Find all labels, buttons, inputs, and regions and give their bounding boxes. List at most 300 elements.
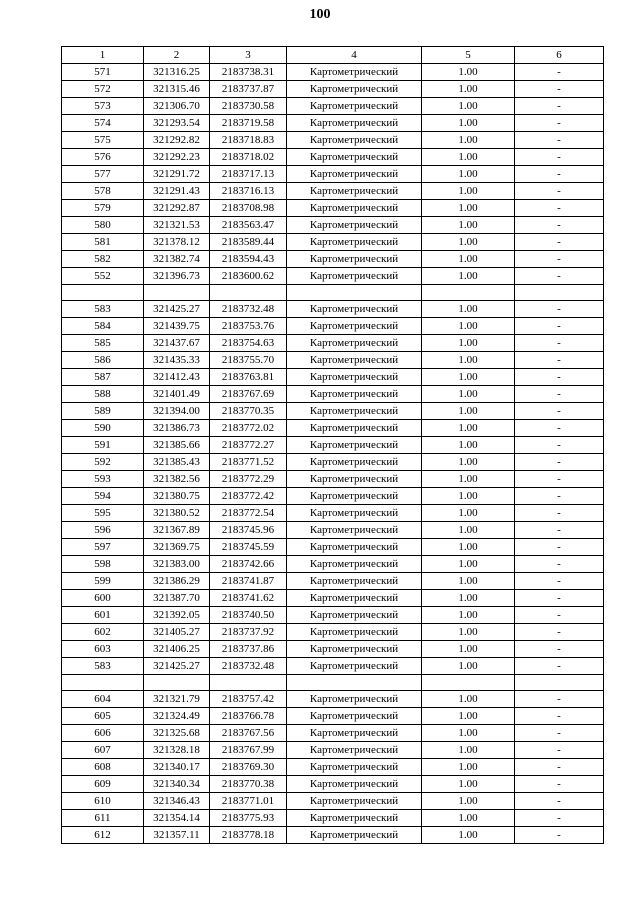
table-cell: 1.00 bbox=[422, 369, 515, 386]
table-cell: 571 bbox=[62, 64, 144, 81]
table-cell: 321439.75 bbox=[144, 318, 210, 335]
table-row bbox=[62, 793, 604, 810]
table-cell: 575 bbox=[62, 132, 144, 149]
table-cell: 2183738.31 bbox=[210, 64, 287, 81]
table-cell: 578 bbox=[62, 183, 144, 200]
table-cell: Картометрический bbox=[287, 403, 422, 420]
table-cell: 321292.87 bbox=[144, 200, 210, 217]
table-body bbox=[62, 64, 604, 844]
table-row bbox=[62, 522, 604, 539]
table-cell: Картометрический bbox=[287, 573, 422, 590]
empty-cell bbox=[62, 675, 144, 691]
table-cell: Картометрический bbox=[287, 742, 422, 759]
table-cell: 1.00 bbox=[422, 403, 515, 420]
table-cell: Картометрический bbox=[287, 454, 422, 471]
table-cell: Картометрический bbox=[287, 81, 422, 98]
table-cell: 574 bbox=[62, 115, 144, 132]
table-cell: 2183732.48 bbox=[210, 658, 287, 675]
table-row bbox=[62, 810, 604, 827]
table-cell: 321387.70 bbox=[144, 590, 210, 607]
table-cell: - bbox=[515, 335, 604, 352]
table-cell: 321412.43 bbox=[144, 369, 210, 386]
table-cell: 2183770.38 bbox=[210, 776, 287, 793]
table-cell: 1.00 bbox=[422, 335, 515, 352]
table-cell: 1.00 bbox=[422, 607, 515, 624]
table-cell: 1.00 bbox=[422, 166, 515, 183]
table-cell: - bbox=[515, 522, 604, 539]
table-cell: 321369.75 bbox=[144, 539, 210, 556]
table-cell: 321293.54 bbox=[144, 115, 210, 132]
table-row bbox=[62, 217, 604, 234]
table-row bbox=[62, 335, 604, 352]
table-cell: 612 bbox=[62, 827, 144, 844]
empty-cell bbox=[422, 675, 515, 691]
table-cell: Картометрический bbox=[287, 624, 422, 641]
table-row bbox=[62, 590, 604, 607]
table-row bbox=[62, 827, 604, 844]
table-cell: Картометрический bbox=[287, 217, 422, 234]
table-cell: Картометрический bbox=[287, 251, 422, 268]
table-row bbox=[62, 386, 604, 403]
table-cell: Картометрический bbox=[287, 827, 422, 844]
table-cell: 597 bbox=[62, 539, 144, 556]
table-row bbox=[62, 81, 604, 98]
table-cell: - bbox=[515, 352, 604, 369]
empty-cell bbox=[287, 285, 422, 301]
table-row bbox=[62, 488, 604, 505]
column-header: 5 bbox=[422, 47, 515, 64]
table-cell: Картометрический bbox=[287, 149, 422, 166]
table-cell: 593 bbox=[62, 471, 144, 488]
table-cell: Картометрический bbox=[287, 539, 422, 556]
table-row bbox=[62, 776, 604, 793]
table-cell: - bbox=[515, 573, 604, 590]
separator-row bbox=[62, 285, 604, 301]
table-cell: 321425.27 bbox=[144, 301, 210, 318]
table-cell: - bbox=[515, 539, 604, 556]
table-cell: 2183741.62 bbox=[210, 590, 287, 607]
table-cell: 1.00 bbox=[422, 437, 515, 454]
table-cell: - bbox=[515, 149, 604, 166]
table-cell: 2183737.92 bbox=[210, 624, 287, 641]
table-cell: 2183772.02 bbox=[210, 420, 287, 437]
table-cell: 1.00 bbox=[422, 810, 515, 827]
table-cell: 1.00 bbox=[422, 505, 515, 522]
table-cell: - bbox=[515, 234, 604, 251]
table-cell: - bbox=[515, 471, 604, 488]
empty-cell bbox=[144, 675, 210, 691]
table-cell: 1.00 bbox=[422, 471, 515, 488]
table-cell: 2183741.87 bbox=[210, 573, 287, 590]
table-row bbox=[62, 115, 604, 132]
table-cell: 2183772.29 bbox=[210, 471, 287, 488]
table-cell: 1.00 bbox=[422, 420, 515, 437]
table-cell: 321315.46 bbox=[144, 81, 210, 98]
table-cell: Картометрический bbox=[287, 759, 422, 776]
table-cell: 581 bbox=[62, 234, 144, 251]
table-cell: 321425.27 bbox=[144, 658, 210, 675]
table-cell: 598 bbox=[62, 556, 144, 573]
table-cell: Картометрический bbox=[287, 793, 422, 810]
table-cell: 2183708.98 bbox=[210, 200, 287, 217]
table-cell: 321401.49 bbox=[144, 386, 210, 403]
table-cell: 594 bbox=[62, 488, 144, 505]
table-row bbox=[62, 251, 604, 268]
table-cell: 584 bbox=[62, 318, 144, 335]
table-row bbox=[62, 369, 604, 386]
table-cell: 1.00 bbox=[422, 352, 515, 369]
table-cell: 1.00 bbox=[422, 217, 515, 234]
table-cell: 2183778.18 bbox=[210, 827, 287, 844]
table-cell: - bbox=[515, 827, 604, 844]
column-header: 3 bbox=[210, 47, 287, 64]
page-number: 100 bbox=[309, 7, 331, 22]
table-cell: Картометрический bbox=[287, 691, 422, 708]
table-cell: 577 bbox=[62, 166, 144, 183]
table-cell: 321340.17 bbox=[144, 759, 210, 776]
table-cell: - bbox=[515, 420, 604, 437]
table-cell: 321383.00 bbox=[144, 556, 210, 573]
table-cell: 1.00 bbox=[422, 454, 515, 471]
table-cell: Картометрический bbox=[287, 115, 422, 132]
table-cell: - bbox=[515, 183, 604, 200]
table-cell: 1.00 bbox=[422, 522, 515, 539]
table-cell: 595 bbox=[62, 505, 144, 522]
table-row bbox=[62, 132, 604, 149]
table-row bbox=[62, 318, 604, 335]
table-cell: - bbox=[515, 793, 604, 810]
table-cell: Картометрический bbox=[287, 183, 422, 200]
table-row bbox=[62, 505, 604, 522]
empty-cell bbox=[515, 675, 604, 691]
table-cell: 2183740.50 bbox=[210, 607, 287, 624]
table-row bbox=[62, 403, 604, 420]
table-cell: 321385.66 bbox=[144, 437, 210, 454]
table-cell: 2183772.54 bbox=[210, 505, 287, 522]
table-cell: 552 bbox=[62, 268, 144, 285]
table-cell: 583 bbox=[62, 658, 144, 675]
table-cell: 2183754.63 bbox=[210, 335, 287, 352]
table-cell: 2183737.87 bbox=[210, 81, 287, 98]
table-cell: - bbox=[515, 454, 604, 471]
table-cell: Картометрический bbox=[287, 810, 422, 827]
table-cell: 321321.53 bbox=[144, 217, 210, 234]
table-cell: 596 bbox=[62, 522, 144, 539]
table-row bbox=[62, 454, 604, 471]
table-cell: 321392.05 bbox=[144, 607, 210, 624]
table-row bbox=[62, 234, 604, 251]
table-cell: 1.00 bbox=[422, 488, 515, 505]
table-cell: 1.00 bbox=[422, 624, 515, 641]
empty-cell bbox=[210, 285, 287, 301]
table-row bbox=[62, 641, 604, 658]
table-cell: Картометрический bbox=[287, 658, 422, 675]
column-header: 2 bbox=[144, 47, 210, 64]
table-cell: Картометрический bbox=[287, 335, 422, 352]
table-row bbox=[62, 708, 604, 725]
table-cell: Картометрический bbox=[287, 369, 422, 386]
table-cell: 588 bbox=[62, 386, 144, 403]
table-cell: Картометрический bbox=[287, 437, 422, 454]
table-cell: Картометрический bbox=[287, 234, 422, 251]
table-cell: Картометрический bbox=[287, 64, 422, 81]
table-cell: Картометрический bbox=[287, 301, 422, 318]
empty-cell bbox=[422, 285, 515, 301]
empty-cell bbox=[210, 675, 287, 691]
table-cell: 600 bbox=[62, 590, 144, 607]
table-cell: Картометрический bbox=[287, 318, 422, 335]
table-cell: 2183719.58 bbox=[210, 115, 287, 132]
table-row bbox=[62, 352, 604, 369]
table-cell: 582 bbox=[62, 251, 144, 268]
table-cell: - bbox=[515, 607, 604, 624]
table-cell: - bbox=[515, 268, 604, 285]
table-cell: 1.00 bbox=[422, 183, 515, 200]
table-cell: Картометрический bbox=[287, 200, 422, 217]
table-cell: 2183718.83 bbox=[210, 132, 287, 149]
table-cell: 605 bbox=[62, 708, 144, 725]
table-cell: 576 bbox=[62, 149, 144, 166]
table-row bbox=[62, 166, 604, 183]
table-cell: 573 bbox=[62, 98, 144, 115]
table-cell: 321316.25 bbox=[144, 64, 210, 81]
table-cell: 1.00 bbox=[422, 793, 515, 810]
table-cell: - bbox=[515, 81, 604, 98]
table-cell: 321386.73 bbox=[144, 420, 210, 437]
table-cell: 321321.79 bbox=[144, 691, 210, 708]
table-row bbox=[62, 725, 604, 742]
table-cell: 2183589.44 bbox=[210, 234, 287, 251]
table-header-row bbox=[62, 47, 604, 64]
table-cell: 602 bbox=[62, 624, 144, 641]
table-cell: 321380.52 bbox=[144, 505, 210, 522]
table-cell: 321324.49 bbox=[144, 708, 210, 725]
table-cell: 1.00 bbox=[422, 318, 515, 335]
table-row bbox=[62, 437, 604, 454]
table-cell: 1.00 bbox=[422, 641, 515, 658]
table-cell: - bbox=[515, 217, 604, 234]
table-cell: 2183772.27 bbox=[210, 437, 287, 454]
table-cell: 321405.27 bbox=[144, 624, 210, 641]
table-cell: 321396.73 bbox=[144, 268, 210, 285]
table-row bbox=[62, 64, 604, 81]
table-cell: 611 bbox=[62, 810, 144, 827]
table-cell: Картометрический bbox=[287, 166, 422, 183]
table-cell: 2183745.59 bbox=[210, 539, 287, 556]
table-cell: 321380.75 bbox=[144, 488, 210, 505]
table-cell: 586 bbox=[62, 352, 144, 369]
table-cell: 603 bbox=[62, 641, 144, 658]
table-cell: 321357.11 bbox=[144, 827, 210, 844]
table-cell: Картометрический bbox=[287, 132, 422, 149]
table-row bbox=[62, 658, 604, 675]
table-cell: 2183594.43 bbox=[210, 251, 287, 268]
table-row bbox=[62, 149, 604, 166]
table-cell: 2183770.35 bbox=[210, 403, 287, 420]
table-cell: 1.00 bbox=[422, 251, 515, 268]
table-cell: 1.00 bbox=[422, 268, 515, 285]
table-cell: 590 bbox=[62, 420, 144, 437]
table-cell: Картометрический bbox=[287, 268, 422, 285]
table-row bbox=[62, 556, 604, 573]
table-cell: 321346.43 bbox=[144, 793, 210, 810]
table-cell: 579 bbox=[62, 200, 144, 217]
empty-cell bbox=[287, 675, 422, 691]
table-cell: - bbox=[515, 725, 604, 742]
table-cell: 589 bbox=[62, 403, 144, 420]
table-cell: 604 bbox=[62, 691, 144, 708]
table-cell: Картометрический bbox=[287, 386, 422, 403]
table-cell: 321328.18 bbox=[144, 742, 210, 759]
table-cell: - bbox=[515, 98, 604, 115]
table-cell: - bbox=[515, 776, 604, 793]
table-cell: 572 bbox=[62, 81, 144, 98]
table-row bbox=[62, 301, 604, 318]
table-cell: 321386.29 bbox=[144, 573, 210, 590]
table-cell: Картометрический bbox=[287, 607, 422, 624]
table-cell: 2183600.62 bbox=[210, 268, 287, 285]
table-cell: Картометрический bbox=[287, 708, 422, 725]
table-cell: 2183769.30 bbox=[210, 759, 287, 776]
table-cell: 583 bbox=[62, 301, 144, 318]
table-row bbox=[62, 183, 604, 200]
table-cell: 2183742.66 bbox=[210, 556, 287, 573]
table-cell: 2183757.42 bbox=[210, 691, 287, 708]
table-cell: 2183745.96 bbox=[210, 522, 287, 539]
table-cell: 2183771.01 bbox=[210, 793, 287, 810]
table-cell: 321378.12 bbox=[144, 234, 210, 251]
table-cell: 2183766.78 bbox=[210, 708, 287, 725]
table-cell: 321382.74 bbox=[144, 251, 210, 268]
table-cell: - bbox=[515, 403, 604, 420]
table-cell: 321291.72 bbox=[144, 166, 210, 183]
table-cell: 1.00 bbox=[422, 64, 515, 81]
table-cell: Картометрический bbox=[287, 776, 422, 793]
table-cell: 592 bbox=[62, 454, 144, 471]
table-cell: 1.00 bbox=[422, 98, 515, 115]
table-cell: 2183718.02 bbox=[210, 149, 287, 166]
table-cell: 591 bbox=[62, 437, 144, 454]
table-cell: 601 bbox=[62, 607, 144, 624]
table-cell: - bbox=[515, 810, 604, 827]
table-cell: 321354.14 bbox=[144, 810, 210, 827]
table-cell: 1.00 bbox=[422, 590, 515, 607]
table-cell: 321394.00 bbox=[144, 403, 210, 420]
table-cell: Картометрический bbox=[287, 488, 422, 505]
table-cell: - bbox=[515, 369, 604, 386]
column-header: 4 bbox=[287, 47, 422, 64]
table-cell: Картометрический bbox=[287, 590, 422, 607]
table-cell: - bbox=[515, 301, 604, 318]
table-cell: - bbox=[515, 115, 604, 132]
table-cell: 321306.70 bbox=[144, 98, 210, 115]
table-cell: 1.00 bbox=[422, 301, 515, 318]
table-cell: 321292.82 bbox=[144, 132, 210, 149]
table-cell: - bbox=[515, 386, 604, 403]
table-cell: 2183563.47 bbox=[210, 217, 287, 234]
table-cell: 2183753.76 bbox=[210, 318, 287, 335]
table-cell: - bbox=[515, 132, 604, 149]
table-cell: 1.00 bbox=[422, 725, 515, 742]
table-cell: Картометрический bbox=[287, 352, 422, 369]
table-cell: 321406.25 bbox=[144, 641, 210, 658]
table-cell: Картометрический bbox=[287, 98, 422, 115]
table-cell: 2183717.13 bbox=[210, 166, 287, 183]
table-cell: 2183716.13 bbox=[210, 183, 287, 200]
table-cell: - bbox=[515, 641, 604, 658]
table-cell: - bbox=[515, 488, 604, 505]
table-cell: 1.00 bbox=[422, 759, 515, 776]
column-header: 6 bbox=[515, 47, 604, 64]
table-cell: 585 bbox=[62, 335, 144, 352]
table-row bbox=[62, 573, 604, 590]
table-cell: 2183767.56 bbox=[210, 725, 287, 742]
table-cell: 321382.56 bbox=[144, 471, 210, 488]
table-cell: - bbox=[515, 505, 604, 522]
table-cell: 1.00 bbox=[422, 149, 515, 166]
table-cell: - bbox=[515, 556, 604, 573]
empty-cell bbox=[62, 285, 144, 301]
table-cell: 1.00 bbox=[422, 234, 515, 251]
table-cell: 599 bbox=[62, 573, 144, 590]
table-cell: 580 bbox=[62, 217, 144, 234]
table-row bbox=[62, 624, 604, 641]
table-cell: Картометрический bbox=[287, 420, 422, 437]
column-header: 1 bbox=[62, 47, 144, 64]
table-cell: 321437.67 bbox=[144, 335, 210, 352]
table-cell: 1.00 bbox=[422, 115, 515, 132]
empty-cell bbox=[515, 285, 604, 301]
table-cell: 2183775.93 bbox=[210, 810, 287, 827]
table-cell: 587 bbox=[62, 369, 144, 386]
table-cell: - bbox=[515, 624, 604, 641]
table-cell: 2183730.58 bbox=[210, 98, 287, 115]
table-cell: 2183771.52 bbox=[210, 454, 287, 471]
table-cell: Картометрический bbox=[287, 505, 422, 522]
table-cell: - bbox=[515, 759, 604, 776]
empty-cell bbox=[144, 285, 210, 301]
table-cell: 1.00 bbox=[422, 691, 515, 708]
table-cell: 2183767.99 bbox=[210, 742, 287, 759]
table-cell: 321291.43 bbox=[144, 183, 210, 200]
table-row bbox=[62, 691, 604, 708]
table-cell: 1.00 bbox=[422, 658, 515, 675]
table-cell: 1.00 bbox=[422, 708, 515, 725]
table-cell: 1.00 bbox=[422, 81, 515, 98]
table-row bbox=[62, 268, 604, 285]
table-cell: 610 bbox=[62, 793, 144, 810]
table-cell: 1.00 bbox=[422, 386, 515, 403]
table-row bbox=[62, 539, 604, 556]
table-cell: 321292.23 bbox=[144, 149, 210, 166]
table-cell: 1.00 bbox=[422, 200, 515, 217]
table-cell: 2183772.42 bbox=[210, 488, 287, 505]
table-cell: Картометрический bbox=[287, 471, 422, 488]
table-cell: 2183767.69 bbox=[210, 386, 287, 403]
table-cell: - bbox=[515, 251, 604, 268]
table-cell: 2183763.81 bbox=[210, 369, 287, 386]
table-cell: 2183755.70 bbox=[210, 352, 287, 369]
table-cell: 609 bbox=[62, 776, 144, 793]
table-cell: 1.00 bbox=[422, 742, 515, 759]
table-cell: 2183737.86 bbox=[210, 641, 287, 658]
table-cell: 321367.89 bbox=[144, 522, 210, 539]
table-cell: - bbox=[515, 318, 604, 335]
table-cell: 1.00 bbox=[422, 776, 515, 793]
table-cell: 321435.33 bbox=[144, 352, 210, 369]
table-cell: 1.00 bbox=[422, 132, 515, 149]
table-cell: 608 bbox=[62, 759, 144, 776]
